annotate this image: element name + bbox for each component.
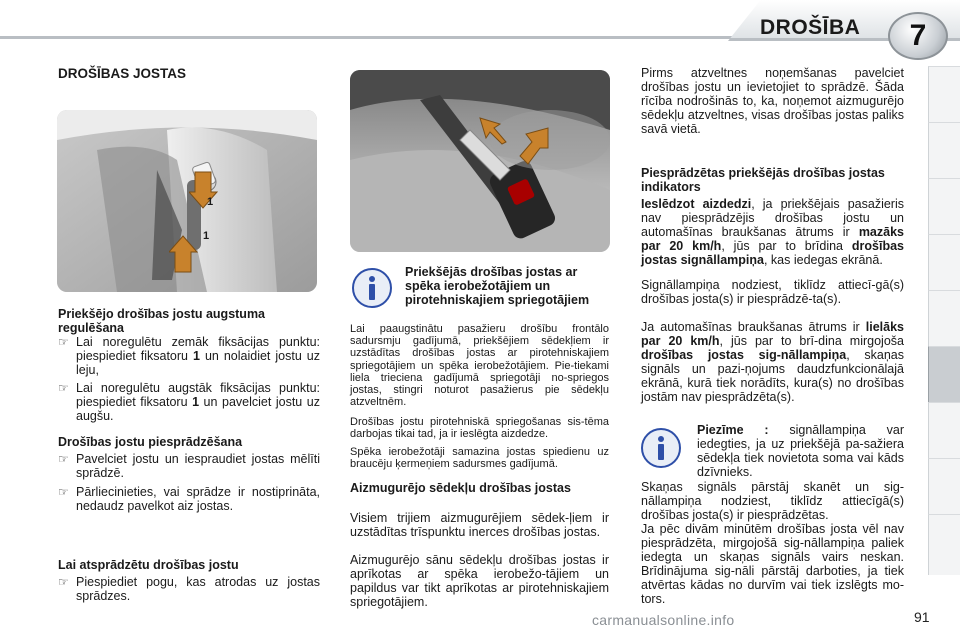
pretensioner-heading: Priekšējās drošības jostas ar spēka ierobežotājiem un pirotehniskajiem spriegotājiem [405,265,590,307]
pretensioner-text-2: Drošības jostu pirotehniskā spriegošanas sis-tēma darbojas tikai tad, ja ir ieslēgta aizdedze. [350,416,609,441]
backrest-text: Pirms atzveltnes noņemšanas pavelciet drošības jostu un ievietojiet to sprādzē. Šāda rīcība nodrošinās to, ka, noņemot aizmugurējo sēdekļu atzveltnes, visas drošības jostas paliks savā vietā. [641,66,904,136]
list-item: ☞ Pavelciet jostu un iespraudiet jostas mēlīti sprādzē. [58,452,320,480]
side-tab-active [928,346,960,403]
arrow-icon [518,126,552,166]
indicator-heading: Piesprādzētas priekšējās drošības jostas indikators [641,166,885,194]
unfastening-heading: Lai atsprādzētu drošības jostu [58,558,239,572]
rear-belts-text-2: Aizmugurējo sānu sēdekļu drošības jostas ir aprīkotas ar spēka ierobežo-tājiem un papildus var tikt aprīkotas ar pirotehniskajiem spriegotājiem. [350,553,609,609]
section-title: DROŠĪBAS JOSTAS [58,66,187,81]
page-number: 91 [914,609,930,625]
pillar-adjuster-photo [57,110,317,292]
two-minutes-text: Ja pēc divām minūtēm drošības josta vēl nav piesprādzēta, mirgojošā sig-nāllampiņa paliek iedegta un skaņas signāls vairs neskan. Brīdinājuma sig-nāli pārstāj darboties, ja tiek atvērtas kādas no durvīm vai tiek izslēgts mo-tors. [641,522,904,606]
side-tab [928,66,960,123]
side-tab [928,290,960,347]
figure-label-1: 1 [203,230,210,242]
arrow-icon [478,116,508,146]
side-tab [928,178,960,235]
height-adjust-heading: Priekšējo drošības jostu augstuma regulēšana [58,307,266,335]
pointing-hand-icon: ☞ [58,381,69,395]
buckle-photo [350,70,610,252]
list-item: ☞ Lai noregulētu zemāk fiksācijas punktu: piespiediet fiksatoru 1 un nolaidiet jostu uz leju, [58,335,321,377]
side-tab [928,122,960,179]
watermark: carmanualsonline.info [592,612,735,628]
side-tab [928,514,960,575]
pointing-hand-icon: ☞ [58,575,69,589]
arrow-down-icon [189,170,219,210]
rear-belts-heading: Aizmugurējo sēdekļu drošības jostas [350,481,571,495]
indicator-text-2: Signāllampiņa nodziest, tiklīdz attiecī-gā(s) drošības josta(s) ir piesprādzē-ta(s). [641,278,904,306]
arrow-up-icon [169,234,199,274]
signal-stop-text: Skaņas signāls pārstāj skanēt un sig-nāllampiņa nodziest, tiklīdz attiecīgā(s) drošības josta(s) ir piesprādzētas. [641,480,904,522]
rear-belts-text-1: Visiem trijiem aizmugurējiem sēdek-ļiem ir uzstādītas trīspunktu inerces drošības jostas. [350,511,609,539]
side-tab [928,458,960,515]
chapter-title: DROŠĪBA [760,16,861,39]
list-item: ☞ Pārliecinieties, vai sprādze ir nostiprināta, nedaudz pavelkot aiz jostas. [58,485,320,513]
figure-label-1: 1 [207,196,214,208]
unfastening-list [58,575,320,603]
info-icon [641,428,681,468]
side-tab [928,402,960,459]
pointing-hand-icon: ☞ [58,335,69,349]
indicator-text-1: Ieslēdzot aizdedzi, ja priekšējais pasažieris nav piesprādzējis drošības jostu un automašīnas braukšanas ātrums ir mazāks par 20 km/h, jūs par to brīdina drošības jostas signāllampiņa, kas iedegas ekrānā. [641,197,905,267]
fastening-list [58,452,320,513]
indicator-text-3: Ja automašīnas braukšanas ātrums ir lielāks par 20 km/h, jūs par to brī-dina mirgojoša drošības jostas sig-nāllampiņa, skaņas signāls un pazi-ņojums daudzfunkcionālajā ekrānā, kurā tiek norādīts, kura(s) no drošības jostām nav piesprādzēta(s). [641,320,904,404]
list-item: ☞ Piespiediet pogu, kas atrodas uz jostas sprādzes. [58,575,320,603]
side-tab [928,234,960,291]
list-item: ☞ Lai noregulētu augstāk fiksācijas punktu: piespiediet fiksatoru 1 un pavelciet jostu uz augšu. [58,381,320,423]
note-text: Piezīme : signāllampiņa var iedegties, ja uz priekšējā pa-sažiera sēdekļa tiek novietota soma vai kāds dzīvnieks. [697,423,904,479]
pretensioner-text-3: Spēka ierobežotāji samazina jostas spiedienu uz braucēju ķermeņiem sadursmes gadījumā. [350,446,609,471]
fastening-heading: Drošības jostu piesprādzēšana [58,435,243,449]
pointing-hand-icon: ☞ [58,452,69,466]
info-icon [352,268,392,308]
pointing-hand-icon: ☞ [58,485,69,499]
chapter-number-badge: 7 [888,12,948,60]
pretensioner-text-1: Lai paaugstinātu pasažieru drošību frontālo sadursmju gadījumā, priekšējiem sēdekļiem ir uzstādītas drošības jostas ar pirotehniskajiem spriegotājiem un spēka ierobežotājiem. Pie-tiekami liela trieciena gadījumā spriegotāji no-spriegos jostas, stingri noturot pasažierus pie sēdekļu atzveltnēm. [350,323,609,409]
height-adjust-list [58,335,320,423]
